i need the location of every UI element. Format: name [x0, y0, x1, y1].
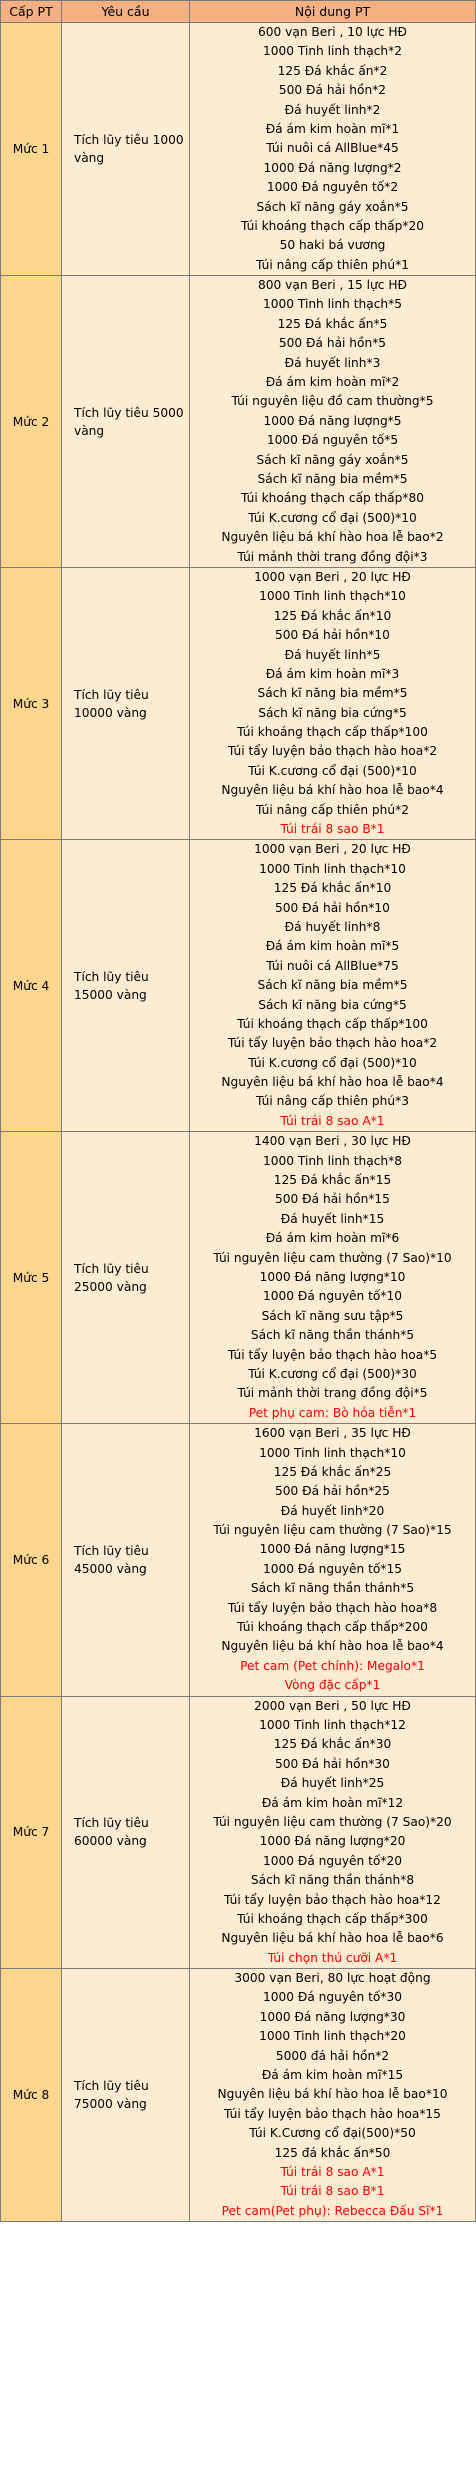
reward-item: Túi nâng cấp thiên phú*2	[256, 802, 409, 817]
reward-item: Túi nguyên liệu cam thường (7 Sao)*15	[213, 1523, 452, 1538]
reward-item: 500 Đá hải hồn*30	[275, 1756, 390, 1771]
reward-item: Sách kĩ năng bia mềm*5	[257, 978, 408, 993]
reward-item: 500 Đá hải hồn*15	[275, 1192, 390, 1207]
table-row	[1, 1132, 476, 1424]
reward-item: 1000 Tinh linh thạch*20	[259, 2029, 406, 2044]
reward-item: Sách kĩ năng bia mềm*5	[257, 686, 408, 701]
reward-item: 1000 Tinh linh thạch*10	[259, 1445, 406, 1460]
reward-item: Túi nguyên liệu cam thường (7 Sao)*10	[213, 1250, 452, 1265]
content-cell	[190, 1969, 476, 2222]
reward-item: 125 Đá khắc ấn*10	[273, 881, 392, 896]
reward-item: Túi K.Cương cổ đại(500)*50	[249, 2126, 416, 2141]
reward-item: 1000 Đá nguyên tố*10	[262, 1289, 402, 1304]
reward-item: 1000 Tinh linh thạch*5	[262, 297, 402, 312]
reward-item: Túi mảnh thời trang đồng đội*5	[237, 1386, 428, 1401]
content-cell	[190, 1696, 476, 1968]
reward-item: 500 Đá hải hồn*5	[278, 336, 387, 351]
content-cell	[190, 276, 476, 568]
header-content: Nội dung PT	[190, 1, 476, 23]
reward-item: 500 Đá hải hồn*2	[278, 83, 387, 98]
reward-item: Túi tẩy luyện bảo thạch hào hoa*15	[224, 2106, 441, 2121]
reward-item-highlight: Túi trái 8 sao B*1	[280, 2184, 385, 2199]
reward-item: Nguyên liệu bá khí hào hoa lễ bao*4	[221, 783, 444, 798]
reward-item: 125 Đá khắc ấn*10	[273, 608, 392, 623]
content-cell	[190, 1132, 476, 1424]
reward-item: Túi nâng cấp thiên phú*1	[256, 257, 409, 272]
reward-item: Túi tẩy luyện bảo thạch hào hoa*2	[227, 744, 438, 759]
requirement-cell: Tích lũy tiêu 45000 vàng	[62, 1424, 190, 1696]
reward-item: 125 Đá khắc ấn*5	[277, 316, 388, 331]
reward-item: Đá ám kim hoàn mĩ*12	[261, 1795, 404, 1810]
reward-item: Túi khoáng thạch cấp thấp*80	[241, 491, 424, 506]
reward-item: Đá huyết linh*8	[284, 919, 381, 934]
reward-item: Sách kĩ năng bia cứng*5	[258, 997, 407, 1012]
reward-item: Túi nâng cấp thiên phú*3	[256, 1094, 409, 1109]
requirement-cell: Tích lũy tiêu 1000 vàng	[62, 23, 190, 276]
reward-item: Đá huyết linh*15	[280, 1211, 385, 1226]
reward-item: 800 vạn Beri , 15 lực HĐ	[258, 278, 407, 293]
reward-item: Đá ám kim hoàn mĩ*6	[265, 1231, 400, 1246]
reward-item: Đá huyết linh*3	[284, 355, 381, 370]
reward-item-highlight: Túi chọn thú cưỡi A*1	[267, 1950, 398, 1965]
content-cell	[190, 840, 476, 1132]
reward-item: 50 haki bá vương	[279, 238, 386, 253]
reward-item: Sách kĩ năng bia cứng*5	[258, 705, 407, 720]
header-level: Cấp PT	[1, 1, 62, 23]
level-cell: Mức 8	[1, 1969, 62, 2222]
reward-item: Túi K.cương cổ đại (500)*10	[248, 1055, 417, 1070]
reward-item: 1000 Đá nguyên tố*2	[266, 180, 399, 195]
reward-item: Túi K.cương cổ đại (500)*10	[248, 510, 417, 525]
reward-item: 1000 vạn Beri , 20 lực HĐ	[254, 569, 411, 584]
level-cell: Mức 7	[1, 1696, 62, 1968]
level-cell: Mức 3	[1, 567, 62, 839]
reward-item: Túi nguyên liệu cam thường (7 Sao)*20	[213, 1814, 452, 1829]
reward-item: 1400 vạn Beri , 30 lực HĐ	[254, 1134, 411, 1149]
reward-item: Nguyên liệu bá khí hào hoa lễ bao*4	[221, 1639, 444, 1654]
level-cell: Mức 1	[1, 23, 62, 276]
reward-item: Đá ám kim hoàn mĩ*3	[265, 666, 400, 681]
level-cell: Mức 6	[1, 1424, 62, 1696]
requirement-cell: Tích lũy tiêu 60000 vàng	[62, 1696, 190, 1968]
content-cell	[190, 567, 476, 839]
reward-item: 1000 Đá nguyên tố*15	[262, 1561, 402, 1576]
reward-item: Túi khoáng thạch cấp thấp*100	[237, 1016, 428, 1031]
reward-item-highlight: Pet phụ cam: Bò hỏa tiễn*1	[248, 1405, 417, 1420]
reward-item: 1000 Đá nguyên tố*5	[266, 433, 399, 448]
reward-item: 1000 Đá năng lượng*10	[259, 1270, 406, 1284]
reward-item: Sách kĩ năng thần thánh*5	[250, 1328, 415, 1343]
table-row	[1, 567, 476, 839]
reward-item: Túi tẩy luyện bảo thạch hào hoa*8	[227, 1600, 438, 1615]
reward-item: Túi khoáng thạch cấp thấp*300	[237, 1911, 428, 1926]
reward-item: Túi tẩy luyện bảo thạch hào hoa*12	[224, 1892, 441, 1907]
reward-item: Đá ám kim hoàn mĩ*2	[265, 375, 400, 390]
reward-item-highlight: Pet cam (Pet chính): Megalo*1	[240, 1658, 425, 1673]
reward-item: Túi mảnh thời trang đồng đội*3	[237, 549, 428, 564]
reward-item: 500 Đá hải hồn*10	[275, 900, 390, 915]
requirement-cell: Tích lũy tiêu 5000 vàng	[62, 276, 190, 568]
reward-item: 125 đá khắc ấn*50	[274, 2145, 391, 2160]
table-row	[1, 276, 476, 568]
reward-item: 500 Đá hải hồn*10	[275, 628, 390, 643]
reward-item-highlight: Pet cam(Pet phụ): Rebecca Đấu Sĩ*1	[221, 2203, 444, 2218]
reward-item-highlight: Vòng đặc cấp*1	[284, 1678, 381, 1693]
reward-item: 1000 Đá năng lượng*30	[259, 2009, 406, 2024]
reward-item: 125 Đá khắc ấn*2	[277, 63, 388, 78]
reward-item: Sách kĩ năng sưu tập*5	[261, 1308, 404, 1323]
reward-item: Sách kĩ năng gáy xoắn*5	[256, 452, 409, 467]
level-cell: Mức 2	[1, 276, 62, 568]
requirement-cell: Tích lũy tiêu 10000 vàng	[62, 567, 190, 839]
reward-item: 1000 Tinh linh thạch*12	[259, 1717, 406, 1732]
reward-item: Nguyên liệu bá khí hào hoa lễ bao*10	[217, 2087, 448, 2102]
requirement-cell: Tích lũy tiêu 15000 vàng	[62, 840, 190, 1132]
reward-item: 125 Đá khắc ấn*30	[273, 1737, 392, 1752]
reward-item: 1000 Đá năng lượng*15	[259, 1542, 406, 1557]
reward-item: Nguyên liệu bá khí hào hoa lễ bao*2	[221, 530, 444, 545]
reward-item: Sách kĩ năng gáy xoắn*5	[256, 199, 409, 214]
table-row	[1, 1424, 476, 1696]
reward-item: Túi K.cương cổ đại (500)*30	[248, 1366, 417, 1381]
reward-item: Đá huyết linh*20	[280, 1503, 385, 1518]
requirement-cell: Tích lũy tiêu 25000 vàng	[62, 1132, 190, 1424]
level-cell: Mức 5	[1, 1132, 62, 1424]
reward-item: Sách kĩ năng thần thánh*8	[250, 1873, 415, 1888]
reward-item: Túi tẩy luyện bảo thạch hào hoa*2	[227, 1036, 438, 1051]
level-cell: Mức 4	[1, 840, 62, 1132]
header-requirement: Yêu cầu	[62, 1, 190, 23]
reward-item: 500 Đá hải hồn*25	[275, 1484, 390, 1499]
reward-item: 125 Đá khắc ấn*15	[273, 1173, 392, 1188]
reward-item: Sách kĩ năng thần thánh*5	[250, 1581, 415, 1596]
reward-item-highlight: Túi trái 8 sao A*1	[280, 2164, 385, 2179]
requirement-cell: Tích lũy tiêu 75000 vàng	[62, 1969, 190, 2222]
reward-item: Túi K.cương cổ đại (500)*10	[248, 763, 417, 778]
reward-item: 5000 đá hải hồn*2	[275, 2048, 390, 2063]
reward-item: 1000 Đá nguyên tố*20	[262, 1853, 402, 1868]
table-row	[1, 840, 476, 1132]
reward-item: Đá huyết linh*2	[284, 102, 381, 117]
header-row	[1, 1, 476, 23]
table-body	[1, 23, 476, 2222]
reward-item: 1000 Đá năng lượng*2	[263, 160, 402, 175]
reward-item: Túi nuôi cá AllBlue*45	[266, 141, 399, 156]
reward-item: Túi khoáng thạch cấp thấp*20	[241, 218, 424, 233]
reward-item: Túi nuôi cá AllBlue*75	[266, 958, 399, 973]
reward-item: Đá huyết linh*25	[280, 1776, 385, 1791]
reward-item: Túi khoáng thạch cấp thấp*100	[237, 725, 428, 740]
reward-item: Nguyên liệu bá khí hào hoa lễ bao*6	[221, 1931, 444, 1946]
reward-item: 3000 vạn Beri, 80 lực hoạt động	[234, 1971, 431, 1986]
table-row	[1, 1696, 476, 1968]
reward-item: Nguyên liệu bá khí hào hoa lễ bao*4	[221, 1075, 444, 1090]
reward-item: Đá huyết linh*5	[284, 647, 381, 662]
reward-item-highlight: Túi trái 8 sao B*1	[280, 822, 385, 837]
reward-item: Đá ám kim hoàn mĩ*15	[261, 2068, 404, 2083]
reward-item: Đá ám kim hoàn mĩ*5	[265, 939, 400, 954]
reward-item: Túi tẩy luyện bảo thạch hào hoa*5	[227, 1347, 438, 1362]
reward-item: 125 Đá khắc ấn*25	[273, 1464, 392, 1479]
reward-item: 1000 Tinh linh thạch*10	[259, 589, 406, 604]
reward-item: 600 vạn Beri , 10 lực HĐ	[258, 25, 407, 39]
content-cell	[190, 23, 476, 276]
reward-item-highlight: Túi trái 8 sao A*1	[280, 1113, 385, 1128]
reward-item: Túi nguyên liệu đồ cam thường*5	[231, 394, 434, 409]
reward-item: 1000 vạn Beri , 20 lực HĐ	[254, 842, 411, 857]
reward-item: 1600 vạn Beri , 35 lực HĐ	[254, 1426, 411, 1441]
reward-item: 1000 Tinh linh thạch*10	[259, 861, 406, 876]
reward-item: Sách kĩ năng bia mềm*5	[257, 471, 408, 486]
reward-item: Đá ám kim hoàn mĩ*1	[265, 121, 400, 136]
reward-item: Túi khoáng thạch cấp thấp*200	[237, 1620, 428, 1635]
reward-item: 1000 Đá nguyên tố*30	[262, 1990, 402, 2005]
reward-item: 2000 vạn Beri , 50 lực HĐ	[254, 1698, 411, 1713]
reward-item: 1000 Đá năng lượng*5	[263, 413, 402, 428]
reward-item: 1000 Tinh linh thạch*2	[262, 44, 402, 59]
table-row	[1, 1969, 476, 2222]
reward-item: 1000 Đá năng lượng*20	[259, 1834, 406, 1849]
reward-item: 1000 Tinh linh thạch*8	[262, 1153, 402, 1168]
table-row	[1, 23, 476, 276]
content-cell	[190, 1424, 476, 1696]
